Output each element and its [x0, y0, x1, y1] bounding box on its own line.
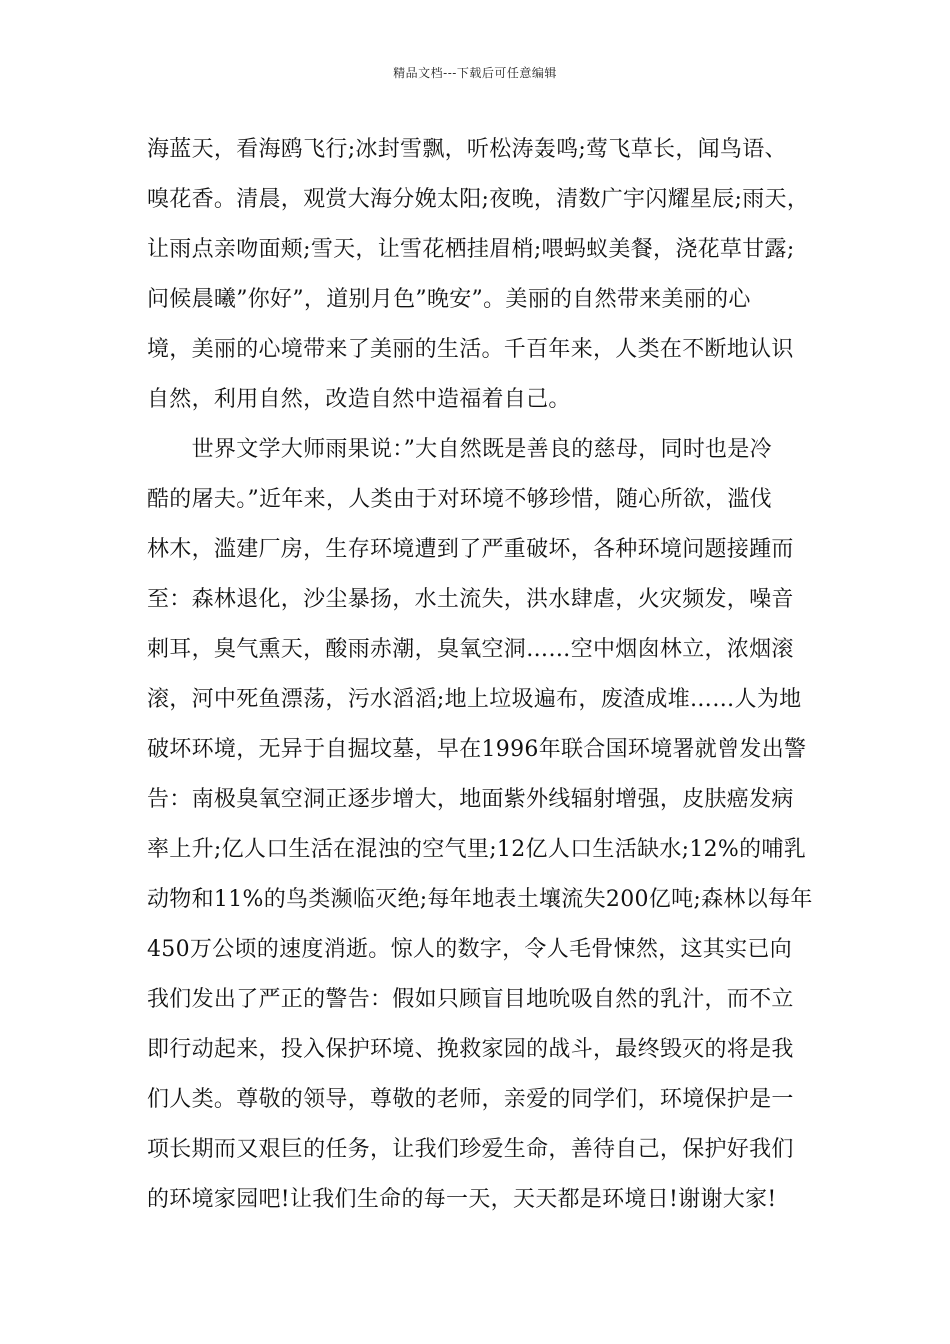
body-line: 自然，利用自然，改造自然中造福着自己。 [147, 387, 571, 412]
body-line: 450万公顷的速度消逝。惊人的数字，令人毛骨悚然，这其实已向 [147, 937, 792, 962]
body-line: 刺耳，臭气熏天，酸雨赤潮，臭氧空洞……空中烟囱林立，浓烟滚 [147, 637, 794, 662]
body-line: 的环境家园吧!让我们生命的每一天，天天都是环境日!谢谢大家! [147, 1187, 777, 1212]
body-line: 我们发出了严正的警告：假如只顾盲目地吮吸自然的乳汁，而不立 [147, 987, 794, 1012]
body-line: 境，美丽的心境带来了美丽的生活。千百年来，人类在不断地认识 [147, 337, 794, 362]
body-line: 让雨点亲吻面颊;雪天，让雪花栖挂眉梢;喂蚂蚁美餐，浇花草甘露; [147, 237, 795, 262]
body-line: 滚，河中死鱼漂荡，污水滔滔;地上垃圾遍布，废渣成堆……人为地 [147, 687, 802, 712]
body-line: 动物和11%的鸟类濒临灭绝;每年地表土壤流失200亿吨;森林以每年 [147, 887, 813, 912]
body-line: 即行动起来，投入保护环境、挽救家园的战斗，最终毁灭的将是我 [147, 1037, 794, 1062]
body-line: 世界文学大师雨果说：”大自然既是善良的慈母，同时也是冷 [147, 437, 772, 462]
document-header: 精品文档---下载后可任意编辑 [393, 66, 557, 80]
body-line: 问候晨曦”你好”，道别月色”晚安”。美丽的自然带来美丽的心 [147, 287, 751, 312]
body-line: 林木，滥建厂房，生存环境遭到了严重破坏，各种环境问题接踵而 [147, 537, 794, 562]
body-line: 酷的屠夫。”近年来，人类由于对环境不够珍惜，随心所欲，滥伐 [147, 487, 772, 512]
body-line: 破坏环境，无异于自掘坟墓，早在1996年联合国环境署就曾发出警 [147, 737, 807, 762]
body-line: 们人类。尊敬的领导，尊敬的老师，亲爱的同学们，环境保护是一 [147, 1087, 794, 1112]
body-line: 告：南极臭氧空洞正逐步增大，地面紫外线辐射增强，皮肤癌发病 [147, 787, 794, 812]
body-line: 率上升;亿人口生活在混浊的空气里;12亿人口生活缺水;12%的哺乳 [147, 837, 807, 862]
body-line: 项长期而又艰巨的任务，让我们珍爱生命，善待自己，保护好我们 [147, 1137, 794, 1162]
body-line: 嗅花香。清晨，观赏大海分娩太阳;夜晚，清数广宇闪耀星辰;雨天， [147, 187, 810, 212]
body-line: 至：森林退化，沙尘暴扬，水土流失，洪水肆虐，火灾频发，噪音 [147, 587, 794, 612]
body-line: 海蓝天，看海鸥飞行;冰封雪飘，听松涛轰鸣;莺飞草长，闻鸟语、 [147, 137, 787, 162]
